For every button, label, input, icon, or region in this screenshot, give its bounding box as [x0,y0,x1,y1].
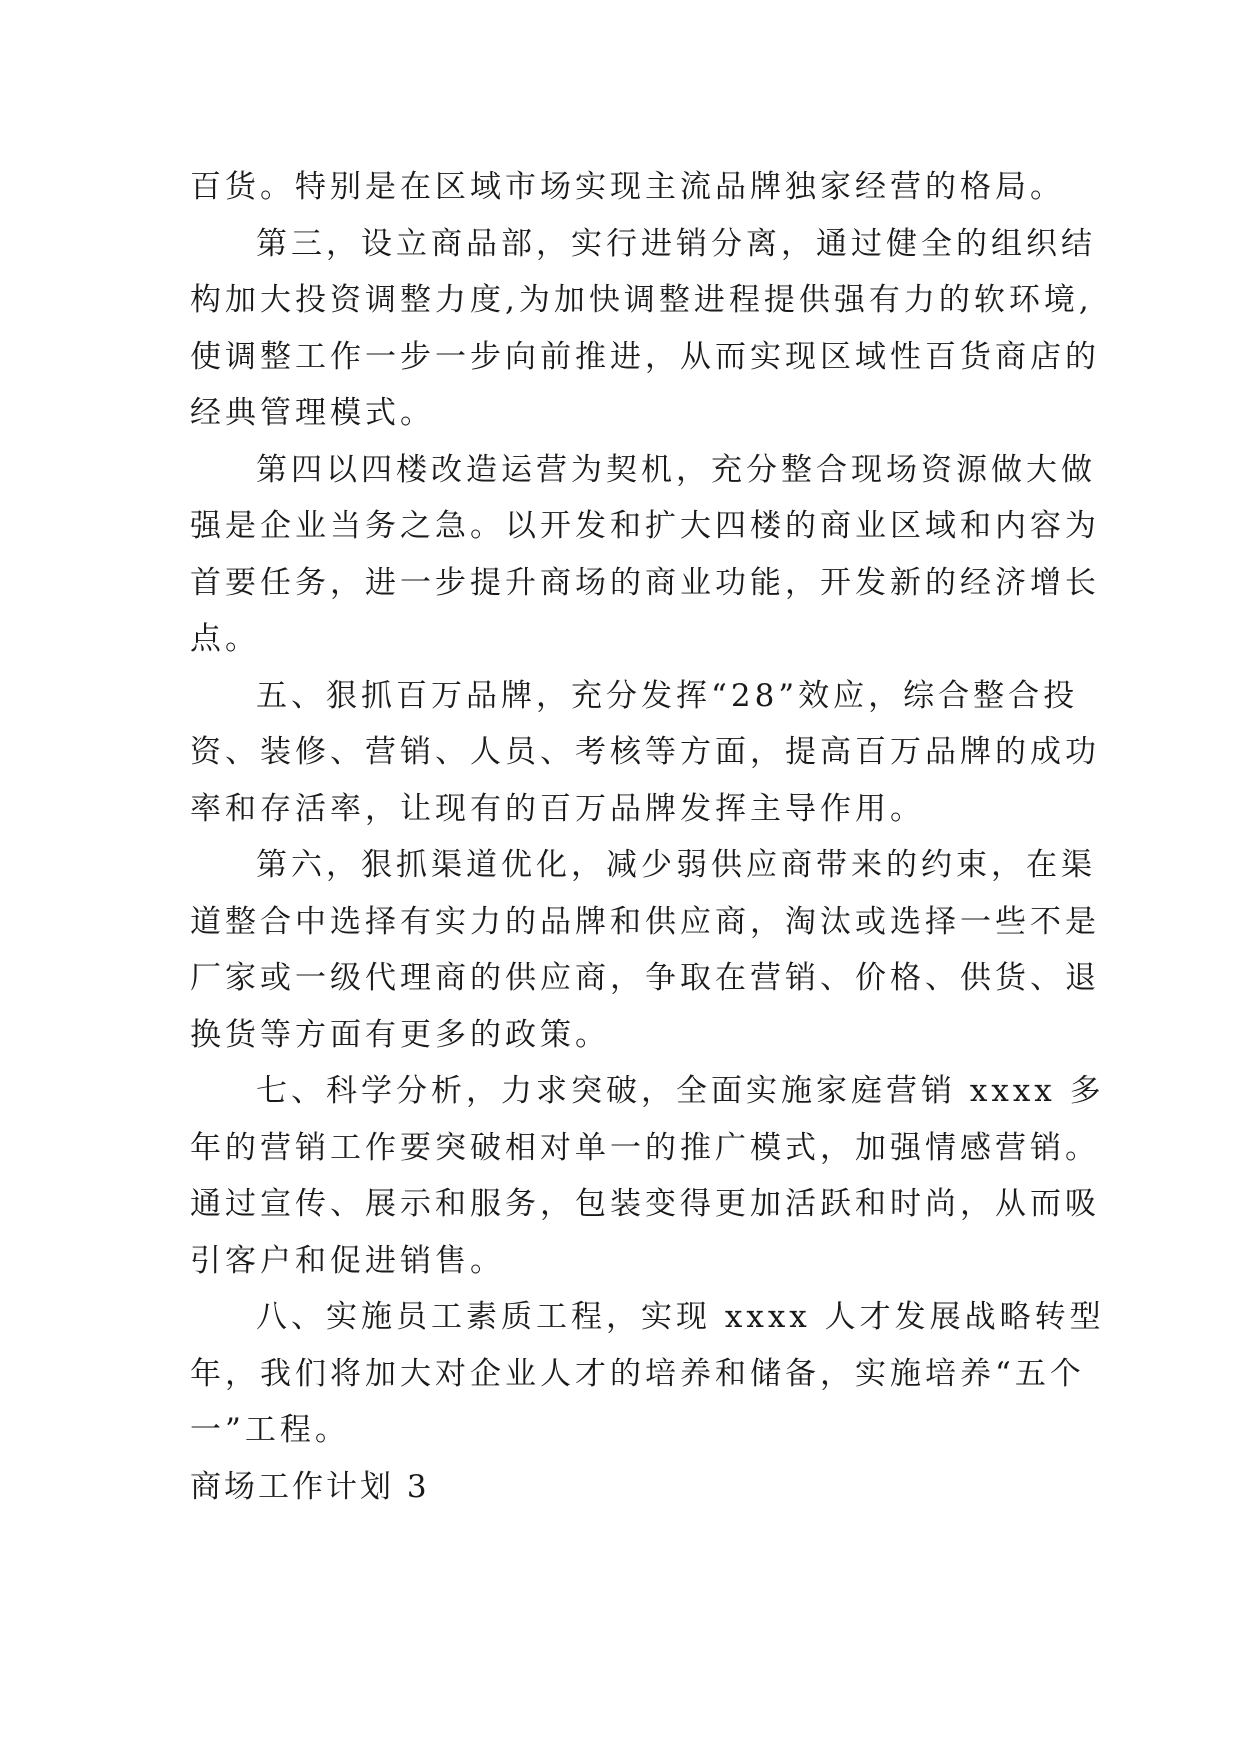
text-line: 资、装修、营销、人员、考核等方面，提高百万品牌的成功 [190,734,1100,770]
text-line: 强是企业当务之急。以开发和扩大四楼的商业区域和内容为 [190,508,1100,544]
text-line: 通过宣传、展示和服务，包装变得更加活跃和时尚，从而吸 [190,1186,1100,1222]
text-line: 年，我们将加大对企业人才的培养和储备，实施培养“五个 [190,1356,1085,1392]
paragraph-start-line: 第六，狠抓渠道优化，减少弱供应商带来的约束，在渠 [256,847,1096,883]
section-heading: 商场工作计划 3 [190,1469,430,1505]
text-line: 换货等方面有更多的政策。 [190,1017,610,1053]
paragraph-start-line: 七、科学分析，力求突破，全面实施家庭营销 xxxx 多 [256,1073,1105,1109]
text-line: 百货。特别是在区域市场实现主流品牌独家经营的格局。 [190,169,1065,205]
text-line: 引客户和促进销售。 [190,1243,505,1279]
paragraph-start-line: 第三，设立商品部，实行进销分离，通过健全的组织结 [256,226,1096,262]
text-line: 点。 [190,621,260,657]
text-line: 厂家或一级代理商的供应商，争取在营销、价格、供货、退 [190,960,1100,996]
text-line: 使调整工作一步一步向前推进，从而实现区域性百货商店的 [190,339,1100,375]
text-line: 道整合中选择有实力的品牌和供应商，淘汰或选择一些不是 [190,904,1100,940]
text-line: 首要任务，进一步提升商场的商业功能，开发新的经济增长 [190,565,1100,601]
text-line: 一”工程。 [190,1412,350,1448]
text-line: 经典管理模式。 [190,395,435,431]
paragraph-start-line: 第四以四楼改造运营为契机，充分整合现场资源做大做 [256,452,1096,488]
paragraph-start-line: 八、实施员工素质工程，实现 xxxx 人才发展战略转型 [256,1299,1105,1335]
text-line: 年的营销工作要突破相对单一的推广模式，加强情感营销。 [190,1130,1100,1166]
text-line: 构加大投资调整力度,为加快调整进程提供强有力的软环境, [190,282,1093,318]
text-line: 率和存活率，让现有的百万品牌发挥主导作用。 [190,791,925,827]
paragraph-start-line: 五、狠抓百万品牌，充分发挥“28”效应，综合整合投 [256,678,1079,714]
